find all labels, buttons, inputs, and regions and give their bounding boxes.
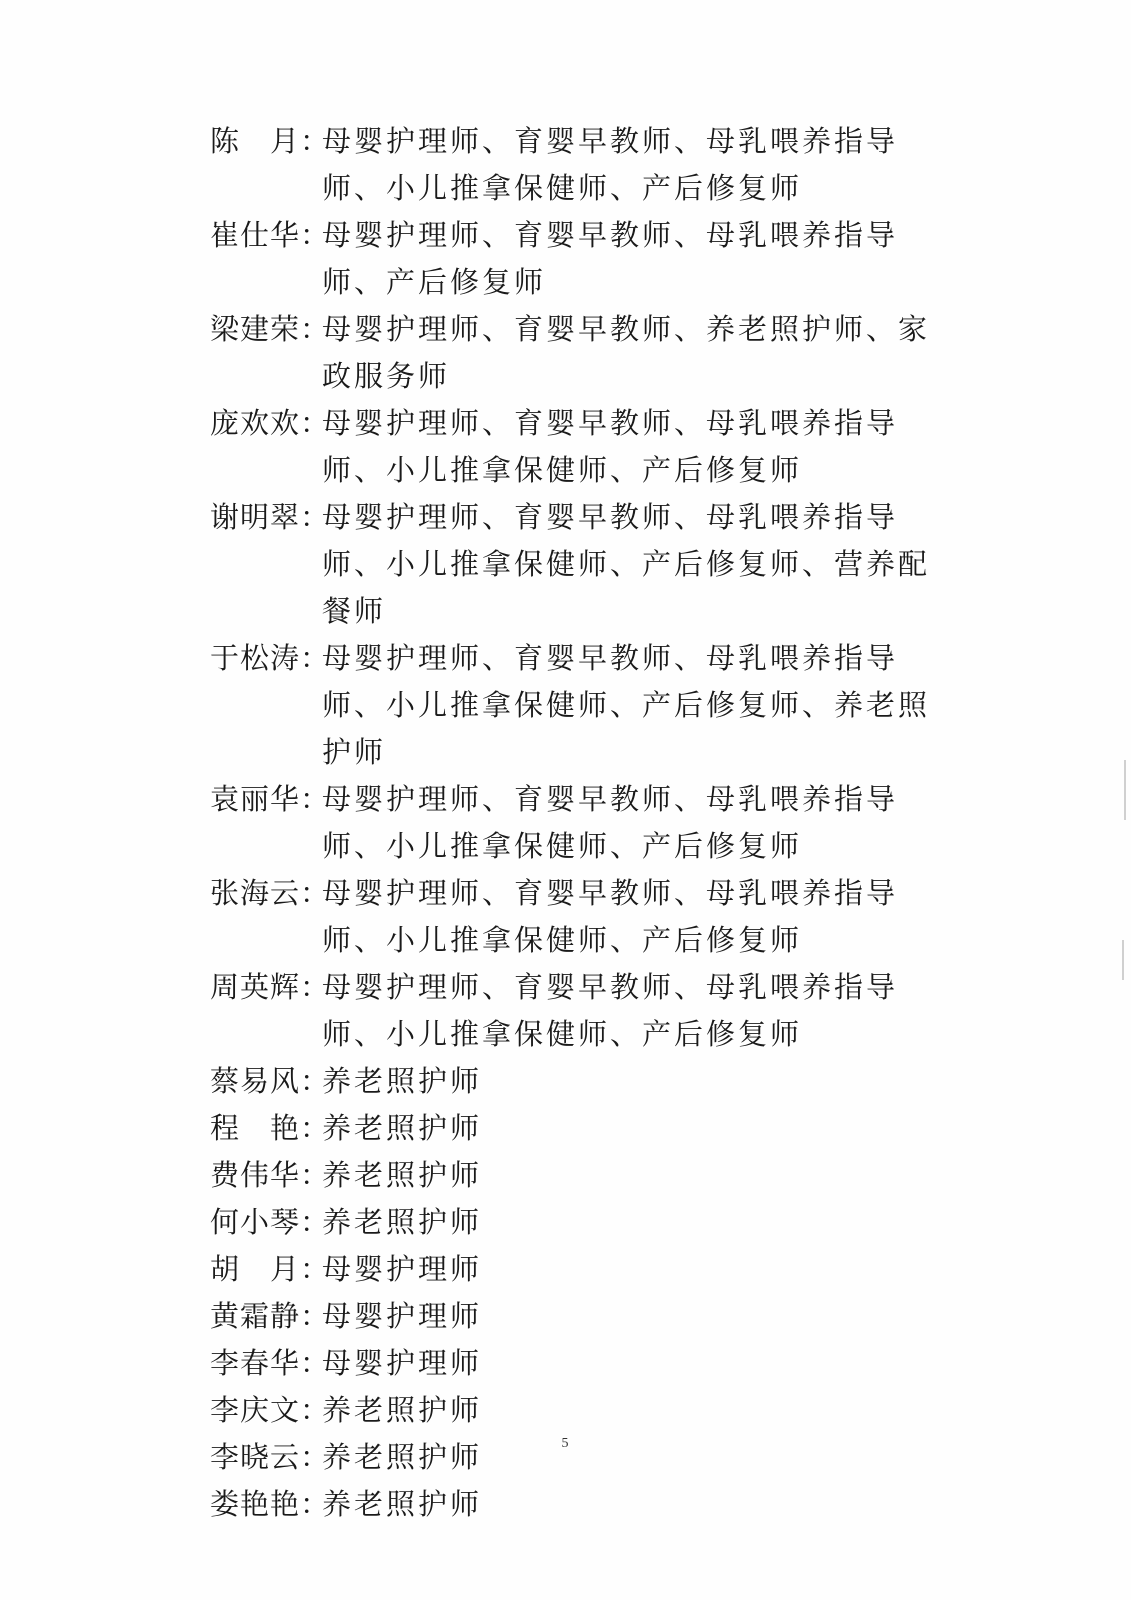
- person-name: 袁丽华：: [210, 782, 331, 816]
- certification-list: 养老照护师: [322, 1064, 483, 1098]
- certification-list: 母婴护理师、育婴早教师、母乳喂养指导师、小儿推拿保健师、产后修复师: [322, 876, 899, 957]
- certification-list: 母婴护理师、育婴早教师、母乳喂养指导师、小儿推拿保健师、产后修复师: [322, 782, 899, 863]
- list-item: [210, 306, 970, 400]
- certification-list: 母婴护理师: [322, 1299, 483, 1333]
- person-name: 李晓云：: [210, 1440, 331, 1474]
- certification-list: 养老照护师: [322, 1111, 483, 1145]
- list-item: [210, 964, 970, 1058]
- certification-list: 母婴护理师: [322, 1346, 483, 1380]
- list-item: [210, 776, 970, 870]
- person-name: 梁建荣：: [210, 312, 331, 346]
- person-name: 崔仕华：: [210, 218, 331, 252]
- certification-list: 养老照护师: [322, 1440, 483, 1474]
- list-item: [210, 1434, 970, 1481]
- list-item: [210, 1199, 970, 1246]
- person-name: 李庆文：: [210, 1393, 331, 1427]
- person-name: 程 艳：: [210, 1111, 331, 1145]
- person-name: 李春华：: [210, 1346, 331, 1380]
- person-name: 费伟华：: [210, 1158, 331, 1192]
- person-name: 何小琴：: [210, 1205, 331, 1239]
- list-item: [210, 1340, 970, 1387]
- page-number: 5: [561, 1436, 569, 1451]
- person-name: 庞欢欢：: [210, 406, 331, 440]
- certification-list: 母婴护理师、育婴早教师、母乳喂养指导师、小儿推拿保健师、产后修复师: [322, 124, 899, 205]
- person-name: 黄霜静：: [210, 1299, 331, 1333]
- person-name: 于松涛：: [210, 641, 331, 675]
- personnel-list: [210, 118, 970, 1528]
- certification-list: 母婴护理师、育婴早教师、母乳喂养指导师、小儿推拿保健师、产后修复师: [322, 970, 899, 1051]
- list-item: [210, 494, 970, 635]
- list-item: [210, 1481, 970, 1528]
- list-item: [210, 118, 970, 212]
- certification-list: 养老照护师: [322, 1205, 483, 1239]
- list-item: [210, 1058, 970, 1105]
- certification-list: 母婴护理师、育婴早教师、母乳喂养指导师、小儿推拿保健师、产后修复师、营养配餐师: [322, 500, 931, 628]
- list-item: [210, 870, 970, 964]
- person-name: 胡 月：: [210, 1252, 331, 1286]
- certification-list: 母婴护理师: [322, 1252, 483, 1286]
- list-item: [210, 212, 970, 306]
- certification-list: 母婴护理师、育婴早教师、母乳喂养指导师、小儿推拿保健师、产后修复师、养老照护师: [322, 641, 931, 769]
- person-name: 蔡易风：: [210, 1064, 331, 1098]
- person-name: 周英辉：: [210, 970, 331, 1004]
- list-item: [210, 1387, 970, 1434]
- person-name: 陈 月：: [210, 124, 331, 158]
- person-name: 张海云：: [210, 876, 331, 910]
- certification-list: 母婴护理师、育婴早教师、母乳喂养指导师、产后修复师: [322, 218, 899, 299]
- person-name: 谢明翠：: [210, 500, 331, 534]
- certification-list: 养老照护师: [322, 1393, 483, 1427]
- list-item: [210, 1246, 970, 1293]
- certification-list: 母婴护理师、育婴早教师、母乳喂养指导师、小儿推拿保健师、产后修复师: [322, 406, 899, 487]
- list-item: [210, 635, 970, 776]
- certification-list: 养老照护师: [322, 1487, 483, 1521]
- list-item: [210, 400, 970, 494]
- list-item: [210, 1105, 970, 1152]
- list-item: [210, 1152, 970, 1199]
- list-item: [210, 1293, 970, 1340]
- person-name: 娄艳艳：: [210, 1487, 331, 1521]
- certification-list: 母婴护理师、育婴早教师、养老照护师、家政服务师: [322, 312, 931, 393]
- certification-list: 养老照护师: [322, 1158, 483, 1192]
- scan-edge-mark: [1124, 760, 1126, 820]
- scan-edge-mark: [1122, 940, 1124, 980]
